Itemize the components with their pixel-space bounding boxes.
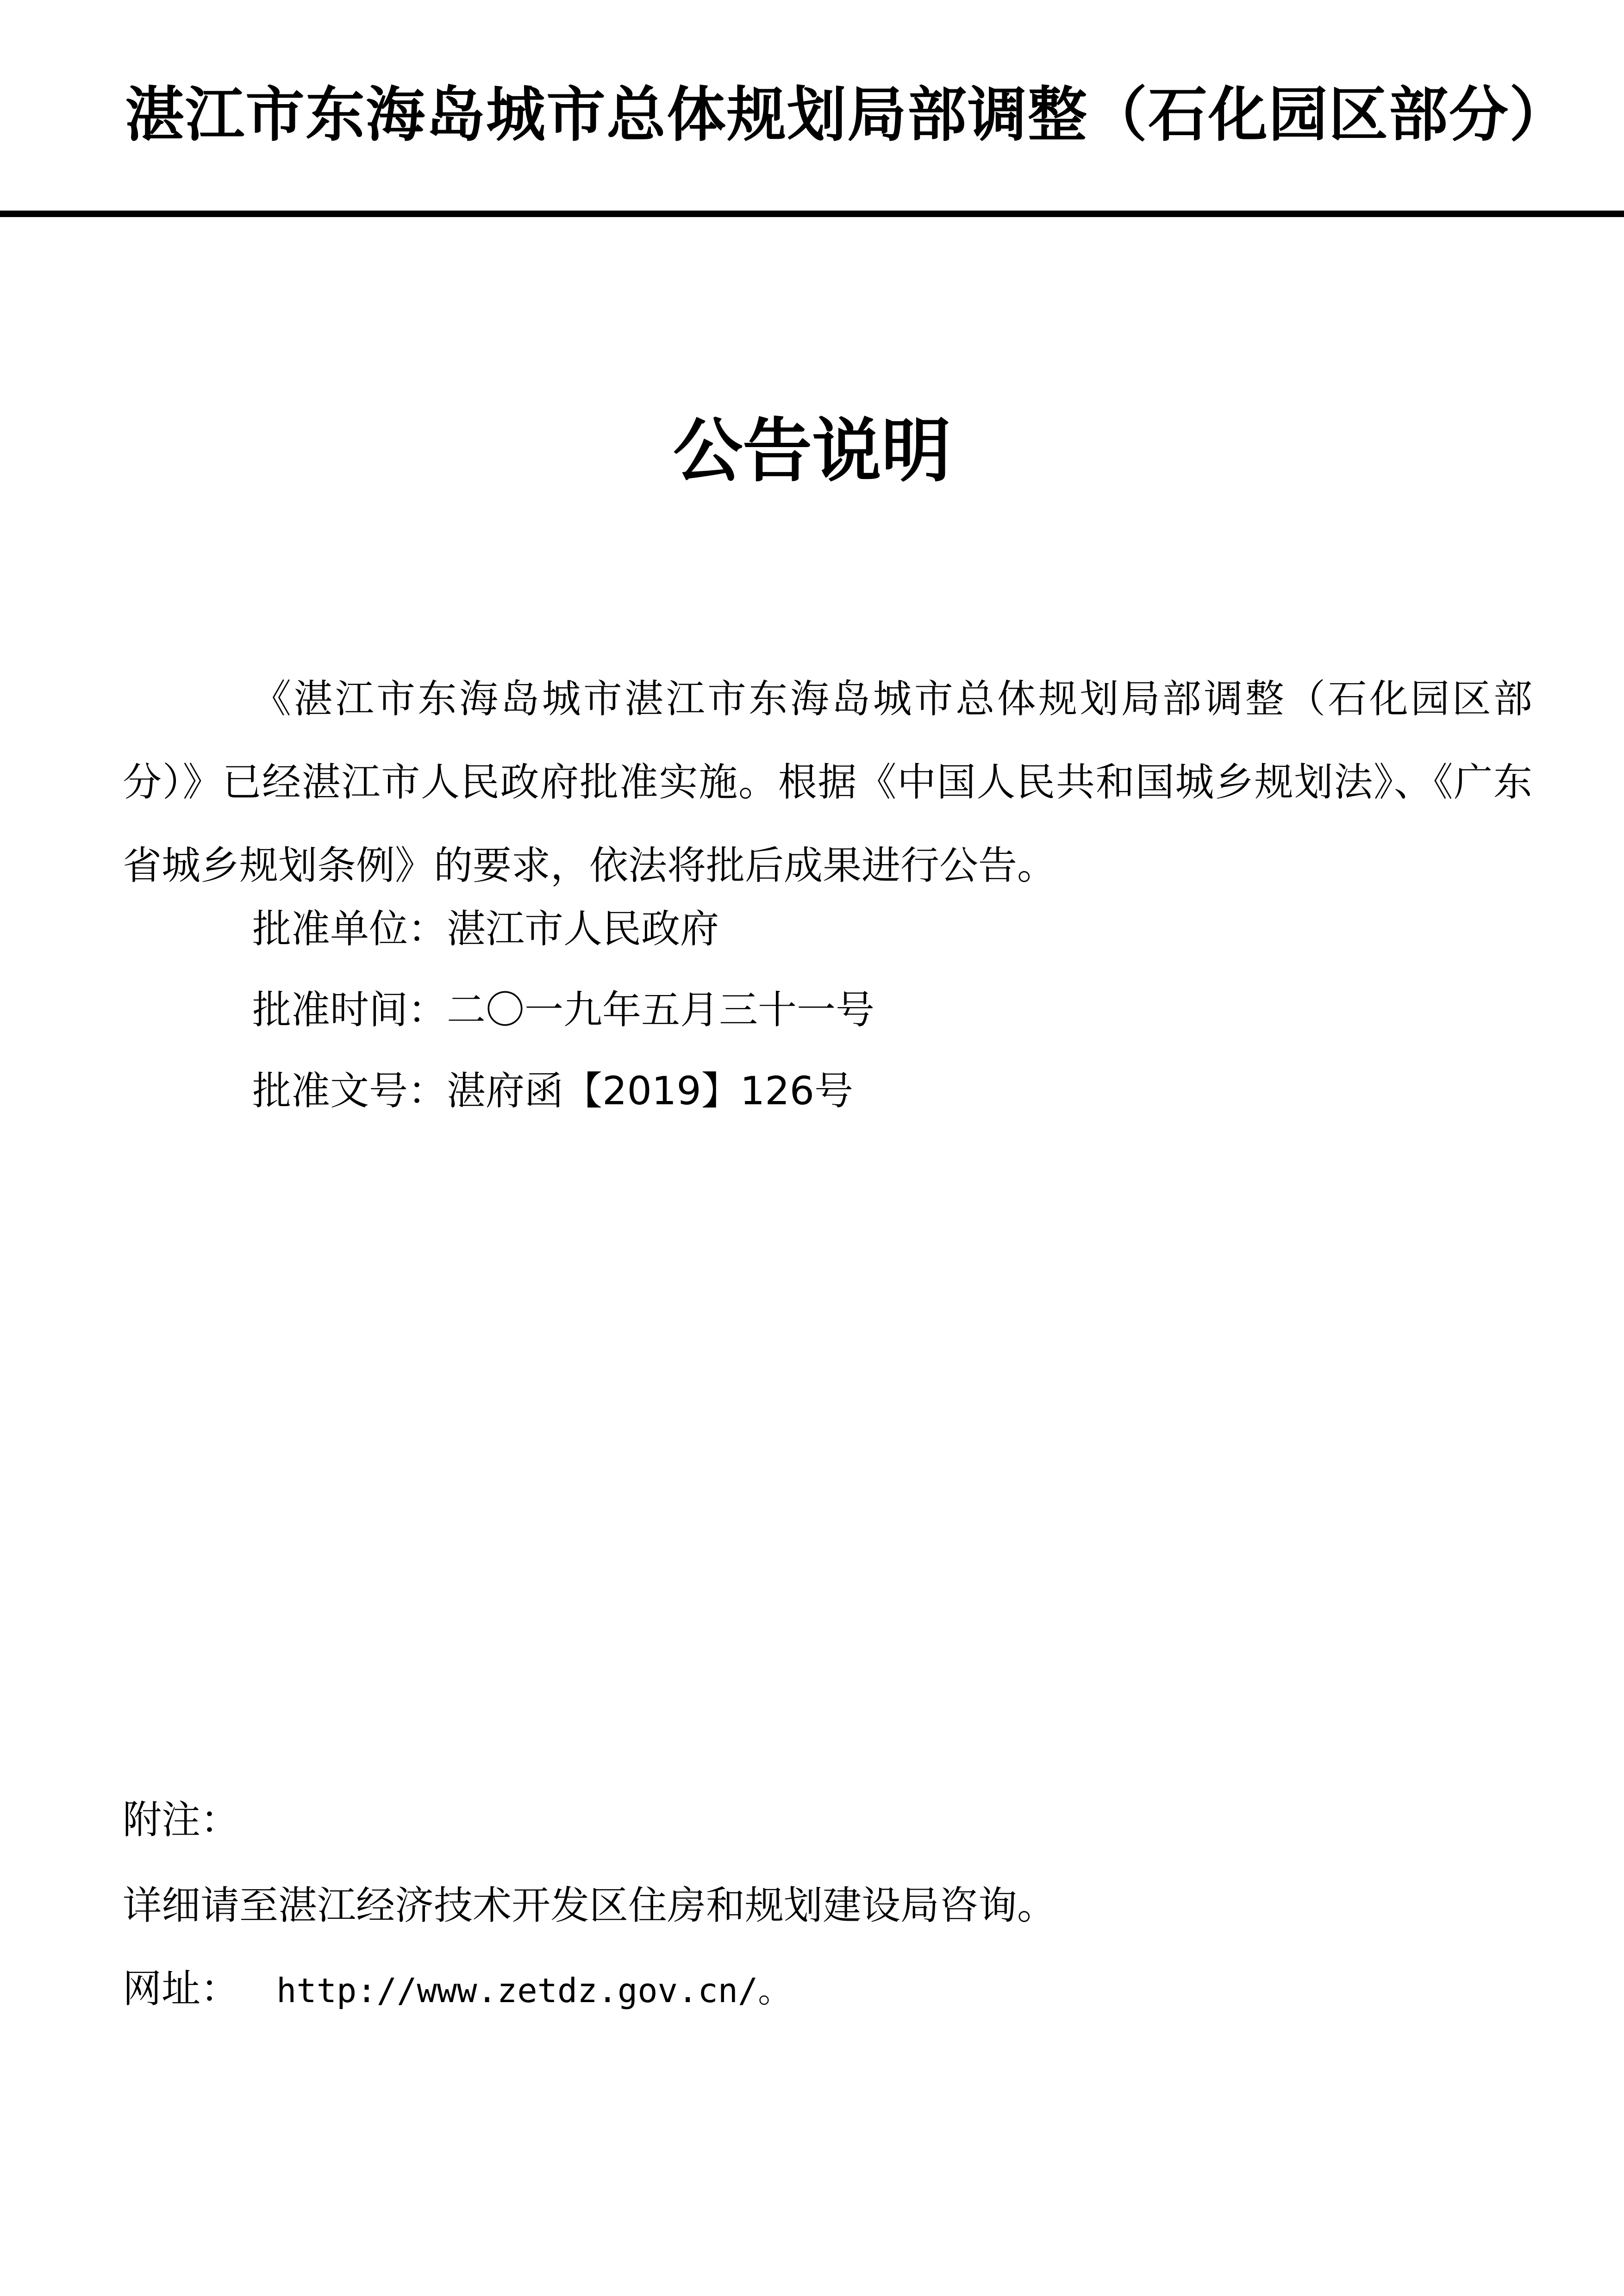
approval-time-label: 批准时间：: [252, 987, 447, 1033]
notice-paragraph: 《湛江市东海岛城市湛江市东海岛城市总体规划局部调整（石化园区部分）》已经湛江市人民政府批准实施。根据《中国人民共和国城乡规划法》、《广东省城乡规划条例》的要求，依法将批后成果进行公告。: [123, 676, 1532, 888]
approval-doc-value: 湛府函【2019】126号: [447, 1068, 854, 1114]
approval-unit-label: 批准单位：: [252, 906, 447, 952]
approval-unit-line: [252, 906, 719, 952]
approval-doc-label: 批准文号：: [252, 1068, 447, 1114]
approval-doc-line: [252, 1068, 854, 1114]
note-label: 附注：: [123, 1797, 240, 1842]
approval-time-line: [252, 987, 875, 1033]
approval-unit-value: 湛江市人民政府: [447, 906, 719, 952]
website-link[interactable]: http://www.zetdz.gov.cn/。: [276, 1971, 792, 2010]
notice-title: 公告说明: [673, 411, 951, 492]
approval-time-value: 二〇一九年五月三十一号: [447, 987, 875, 1033]
document-header-title: 湛江市东海岛城市总体规划局部调整（石化园区部分）: [125, 81, 1570, 149]
website-label: 网址：: [123, 1966, 240, 2011]
header-divider: [0, 211, 1624, 217]
note-detail: 详细请至湛江经济技术开发区住房和规划建设局咨询。: [123, 1883, 1056, 1928]
note-website-line: [123, 1966, 792, 2011]
